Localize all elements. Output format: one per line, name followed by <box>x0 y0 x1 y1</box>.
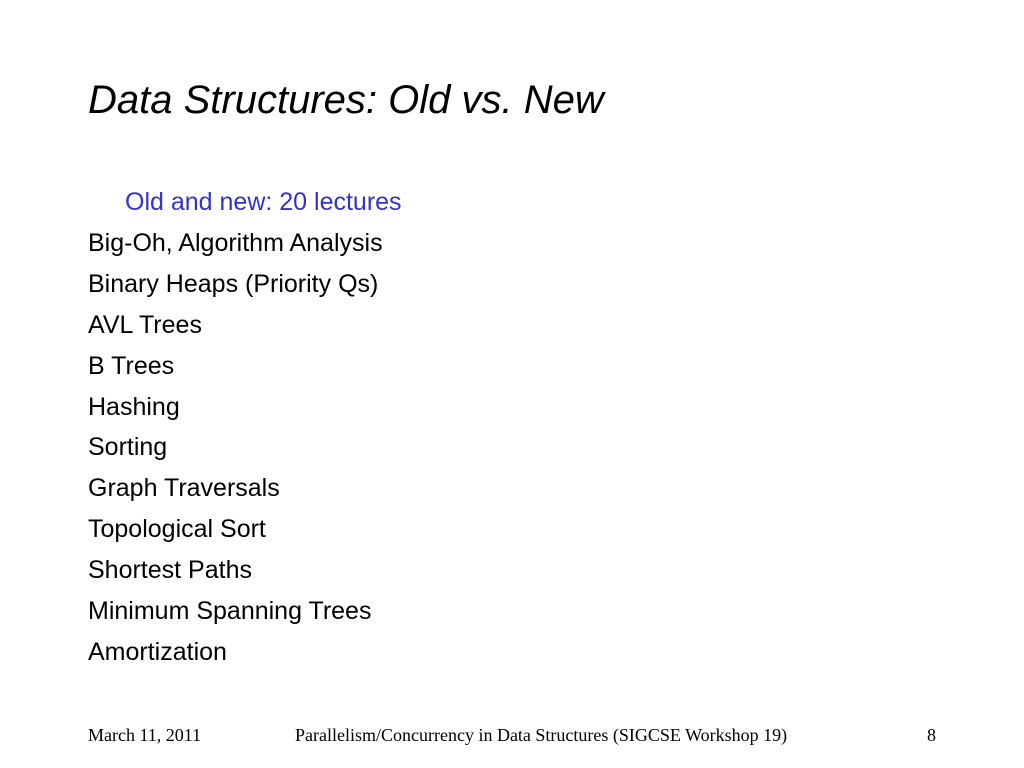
topic-list <box>88 227 383 677</box>
topic-item: AVL Trees <box>88 310 202 339</box>
topic-item: Shortest Paths <box>88 556 252 585</box>
footer-date: March 11, 2011 <box>88 725 202 745</box>
slide-title: Data Structures: Old vs. New <box>88 78 604 122</box>
page-number: 8 <box>927 725 936 745</box>
topic-item: Hashing <box>88 392 180 421</box>
topic-item: Binary Heaps (Priority Qs) <box>88 269 379 298</box>
topic-item: Graph Traversals <box>88 474 280 503</box>
topic-item: Big-Oh, Algorithm Analysis <box>88 229 383 257</box>
topic-item: Minimum Spanning Trees <box>88 597 372 626</box>
topic-item: B Trees <box>88 351 175 380</box>
topic-item: Topological Sort <box>88 515 266 544</box>
subheading: Old and new: 20 lectures <box>125 188 402 216</box>
footer-title: Parallelism/Concurrency in Data Structures (SIGCSE Workshop 19) <box>295 725 788 745</box>
topic-item: Sorting <box>88 433 168 462</box>
topic-item: Amortization <box>88 637 227 666</box>
